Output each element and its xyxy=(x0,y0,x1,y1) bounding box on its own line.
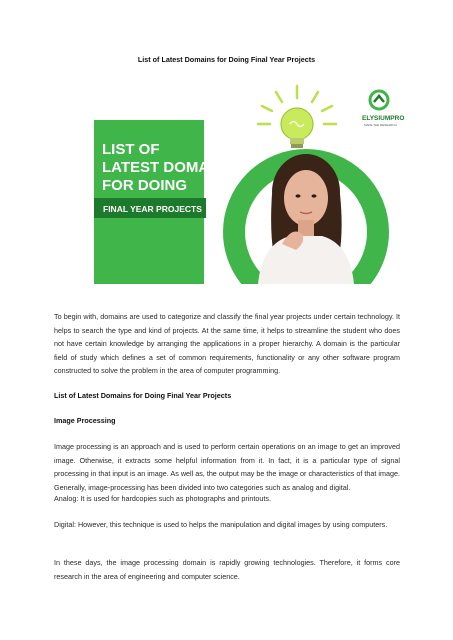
section-heading: List of Latest Domains for Doing Final Year Projects xyxy=(54,391,232,400)
intro-paragraph: To begin with, domains are used to categorize and classify the final year projects under certain technology. It helps to search the type and kind of projects. At the same time, it helps to streamline the student who does not have certain knowledge by arranging the applications in a proper hierarchy. A domain is the particular field of study which defines a set of common requirements, functionality or any other software program constructed to solve the problem in the area of computer programming. xyxy=(54,312,400,376)
banner-panel-clip xyxy=(94,232,204,284)
face xyxy=(284,170,328,226)
image-processing-paragraph: Image processing is an approach and is used to perform certain operations on an image to get an improved image. Otherwise, it extracts some helpful information from it. In fact, it is a particular type of signal processing in that input is an image. As well as, the output may be the image or characteristics of that image. Generally, image-processing has been divided into two categories such as analog and digital. xyxy=(54,442,400,492)
banner-line-3: FOR DOING xyxy=(102,177,187,194)
subheading-image-processing: Image Processing xyxy=(54,416,116,425)
lightbulb-icon xyxy=(258,86,336,148)
closing-paragraph: In these days, the image processing domain is rapidly growing technologies. Therefore, it forms core research in the area of engineering and computer science. xyxy=(54,558,400,581)
elysiumpro-logo xyxy=(362,91,404,127)
logo-tagline: MAKE THE RESEARCH xyxy=(364,123,397,127)
digital-paragraph: Digital: However, this technique is used to helps the manipulation and digital images by using computers. xyxy=(54,520,388,529)
analog-paragraph: Analog: It is used for hardcopies such as photographs and printouts. xyxy=(54,494,271,503)
logo-icon xyxy=(370,91,388,109)
document-title: List of Latest Domains for Doing Final Year Projects xyxy=(137,55,316,64)
banner-line-1: LIST OF xyxy=(102,141,160,158)
logo-text: ELYSIUMPRO xyxy=(362,115,405,122)
banner-line-2: LATEST DOMAINS xyxy=(102,159,235,176)
banner-ribbon-text: FINAL YEAR PROJECTS xyxy=(103,204,202,214)
hero-banner xyxy=(0,84,453,284)
